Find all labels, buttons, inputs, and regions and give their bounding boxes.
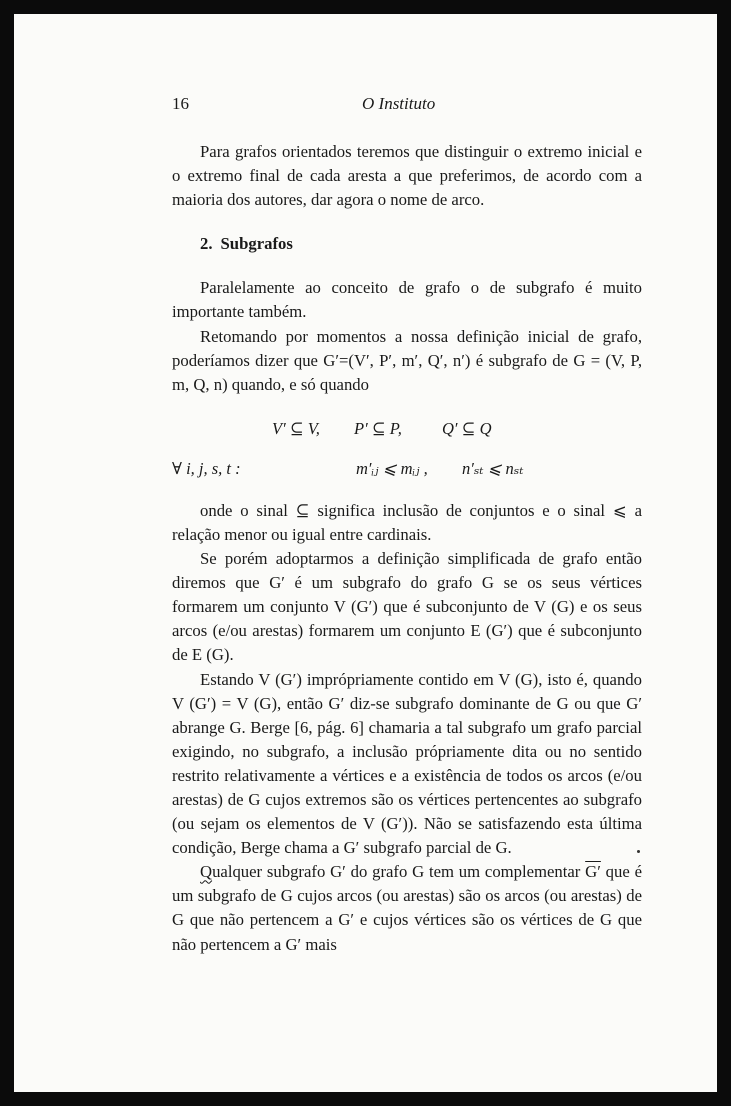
paragraph-sign-meaning: onde o sinal ⊆ significa inclusão de conjuntos e o sinal ⩽ a relação menor ou igual entre cardinais. xyxy=(172,500,642,544)
formula-block xyxy=(172,413,642,493)
formula-q-inclusion: Q′ ⊆ Q xyxy=(442,418,492,438)
formula-v-inclusion: V′ ⊆ V, xyxy=(272,418,320,438)
paragraph-subgraph-definition: Retomando por momentos a nossa definição inicial de grafo, poderíamos dizer que G′=(V′, P′, m′, Q′, n′) é subgrafo de G = (V, P, m, Q, n) quando, e só quando xyxy=(172,326,642,394)
complement-text-a: ualquer subgrafo G′ do grafo G tem um complementar xyxy=(212,862,586,882)
g-bar-symbol: G′ xyxy=(585,862,601,882)
paragraph-oriented-graphs: Para grafos orientados teremos que distinguir o extremo inicial e o extremo final de cada aresta a que preferimos, de acordo com a maioria dos autores, dar agora o nome de arco. xyxy=(172,142,642,210)
section-number: 2. xyxy=(200,234,213,254)
formula-forall: ∀ i, j, s, t : xyxy=(172,458,241,478)
formula-m-relation: m′ᵢⱼ ⩽ mᵢⱼ , xyxy=(356,458,428,478)
running-title: O Instituto xyxy=(362,94,436,113)
paragraph-complement xyxy=(172,860,642,956)
section-title: Subgrafos xyxy=(220,234,293,254)
complement-text-b: que é um subgrafo de G cujos arcos (ou arestas) são os arcos (ou arestas) de G que não pertencem a G′ e cujos vértices são os vértices de G que não pertencem a G′ mais xyxy=(172,862,642,954)
formula-p-inclusion: P′ ⊆ P, xyxy=(354,418,402,438)
tilde-q-letter: Q xyxy=(200,862,213,882)
book-page xyxy=(172,92,642,957)
paragraph-dominant-subgraph: Estando V (G′) imprópriamente contido em V (G), isto é, quando V (G′) = V (G), então G′ diz-se subgrafo dominante de G ou que G′ abrange G. Berge [6, pág. 6] chamaria a tal subgrafo um grafo parcial exigindo, no subgrafo, a inclusão própriamente dita ou no sentido restrito relativamente a vértices e a existência de todos os arcos (e/ou arestas) de G cujos extremos são os vértices pertencentes ao subgrafo (ou sejam os elementos de V (G′)). Não se satisfazendo esta última condição, Berge chama a G′ subgrafo parcial de G. xyxy=(172,669,642,858)
page-number: 16 xyxy=(172,94,189,113)
section-heading xyxy=(200,232,642,256)
formula-n-relation: n′ₛₜ ⩽ nₛₜ xyxy=(462,458,524,478)
paragraph-simplified-definition: Se porém adoptarmos a definição simplificada de grafo então diremos que G′ é um subgrafo do grafo G se os seus vértices formarem um conjunto V (G′) que é subconjunto de V (G) e os seus arcos (e/ou arestas) formarem um conjunto E (G′) que é subconjunto de E (G). xyxy=(172,549,642,665)
page-header xyxy=(172,92,642,118)
stray-dot-mark xyxy=(637,850,640,853)
paragraph-subgraph-concept: Paralelamente ao conceito de grafo o de subgrafo é muito importante também. xyxy=(172,278,642,322)
